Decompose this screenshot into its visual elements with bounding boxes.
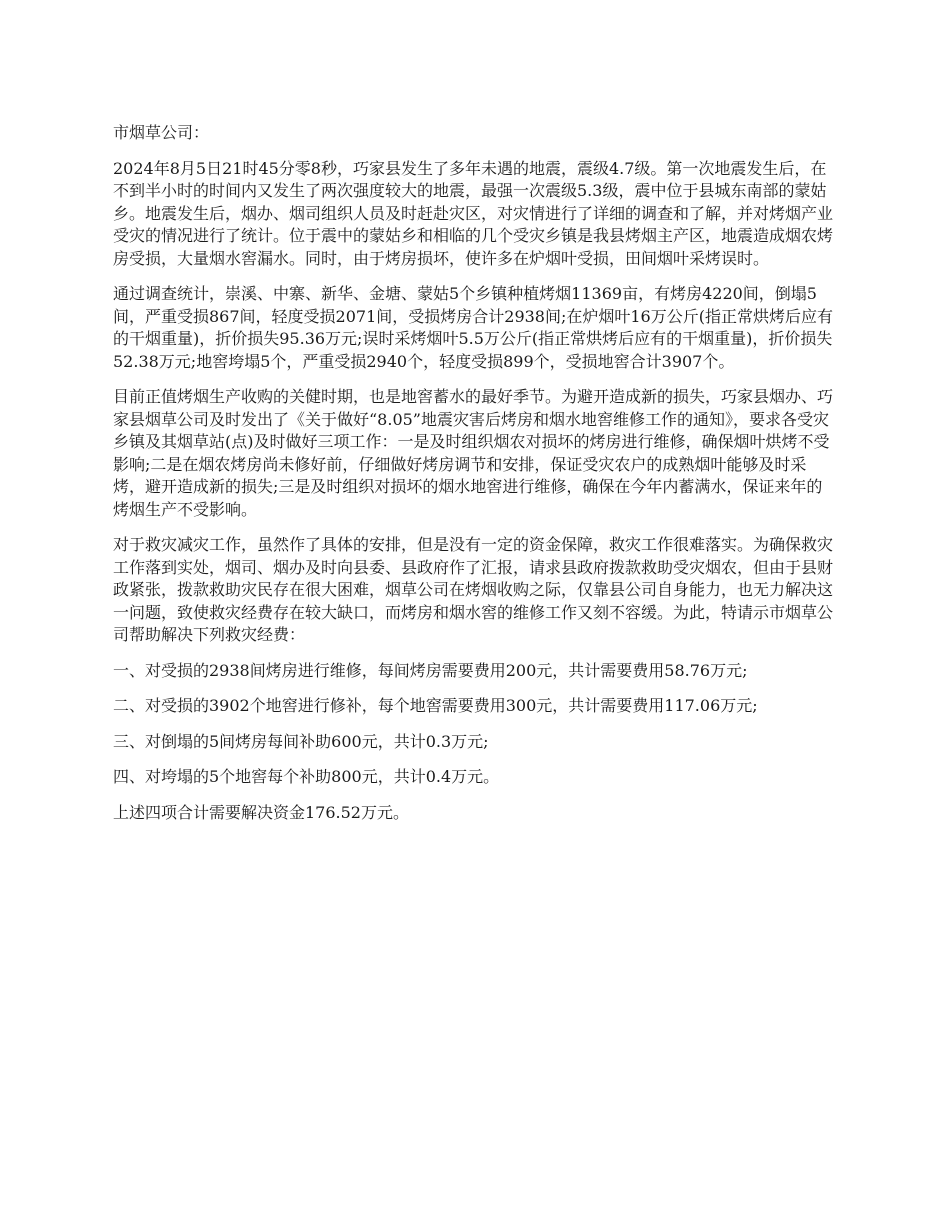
list-item-collapsed-cellar-subsidy: 四、对垮塌的5个地窖每个补助800元，共计0.4万元。	[113, 767, 500, 786]
paragraph-damage-statistics: 通过调查统计，崇溪、中寨、新华、金塘、蒙姑5个乡镇种植烤烟11369亩，有烤房4220间，倒塌5间，严重受损867间，轻度受损2071间，受损烤房合计2938间;在炉烟叶16万公斤(指正常烘烤后应有的干烟重量)，折价损失95.36万元;误时采烤烟叶5.5万公斤(指正常烘烤后应有的干烟重量)，折价损失52.38万元;地窖垮塌5个，严重受损2940个，轻度受损899个，受损地窖合计3907个。	[113, 284, 833, 371]
list-item-cellar-repair: 二、对受损的3902个地窖进行修补，每个地窖需要费用300元，共计需要费用117.06万元;	[113, 696, 758, 715]
list-item-curing-barn-repair: 一、对受损的2938间烤房进行维修，每间烤房需要费用200元，共计需要费用58.76万元;	[113, 660, 748, 680]
paragraph-total-funding: 上述四项合计需要解决资金176.52万元。	[113, 802, 409, 822]
paragraph-funding-request: 对于救灾减灾工作，虽然作了具体的安排，但是没有一定的资金保障，救灾工作很难落实。为确保救灾工作落到实处，烟司、烟办及时向县委、县政府作了汇报，请求县政府拨款救助受灾烟农，但由于县财政紧张，拨款救助灾民存在很大困难，烟草公司在烤烟收购之际，仅靠县公司自身能力，也无力解决这一问题，致使救灾经费存在较大缺口，而烤房和烟水窖的维修工作又刻不容缓。为此，特请示市烟草公司帮助解决下列救灾经费：	[113, 535, 834, 644]
document-page	[113, 122, 837, 837]
salutation: 市烟草公司：	[113, 123, 210, 142]
paragraph-earthquake-overview: 2024年8月5日21时45分零8秒，巧家县发生了多年未遇的地震，震级4.7级。第一次地震发生后，在不到半小时的时间内又发生了两次强度较大的地震，最强一次震级5.3级，震中位于县城东南部的蒙姑乡。地震发生后，烟办、烟司组织人员及时赶赴灾区，对灾情进行了详细的调查和了解，并对烤烟产业受灾的情况进行了统计。位于震中的蒙姑乡和相临的几个受灾乡镇是我县烤烟主产区，地震造成烟农烤房受损，大量烟水窖漏水。同时，由于烤房损坏，使许多在炉烟叶受损，田间烟叶采烤误时。	[113, 158, 834, 268]
list-item-collapsed-barn-subsidy: 三、对倒塌的5间烤房每间补助600元，共计0.3万元;	[113, 731, 489, 751]
paragraph-response-measures: 目前正值烤烟生产收购的关健时期，也是地窖蓄水的最好季节。为避开造成新的损失，巧家县烟办、巧家县烟草公司及时发出了《关于做好“8.05”地震灾害后烤房和烟水地窖维修工作的通知》，要求各受灾乡镇及其烟草站(点)及时做好三项工作：一是及时组织烟农对损坏的烤房进行维修，确保烟叶烘烤不受影响;二是在烟农烤房尚未修好前，仔细做好烤房调节和安排，保证受灾农户的成熟烟叶能够及时采烤，避开造成新的损失;三是及时组织对损坏的烟水地窖进行维修，确保在今年内蓄满水，保证来年的烤烟生产不受影响。	[113, 387, 834, 519]
